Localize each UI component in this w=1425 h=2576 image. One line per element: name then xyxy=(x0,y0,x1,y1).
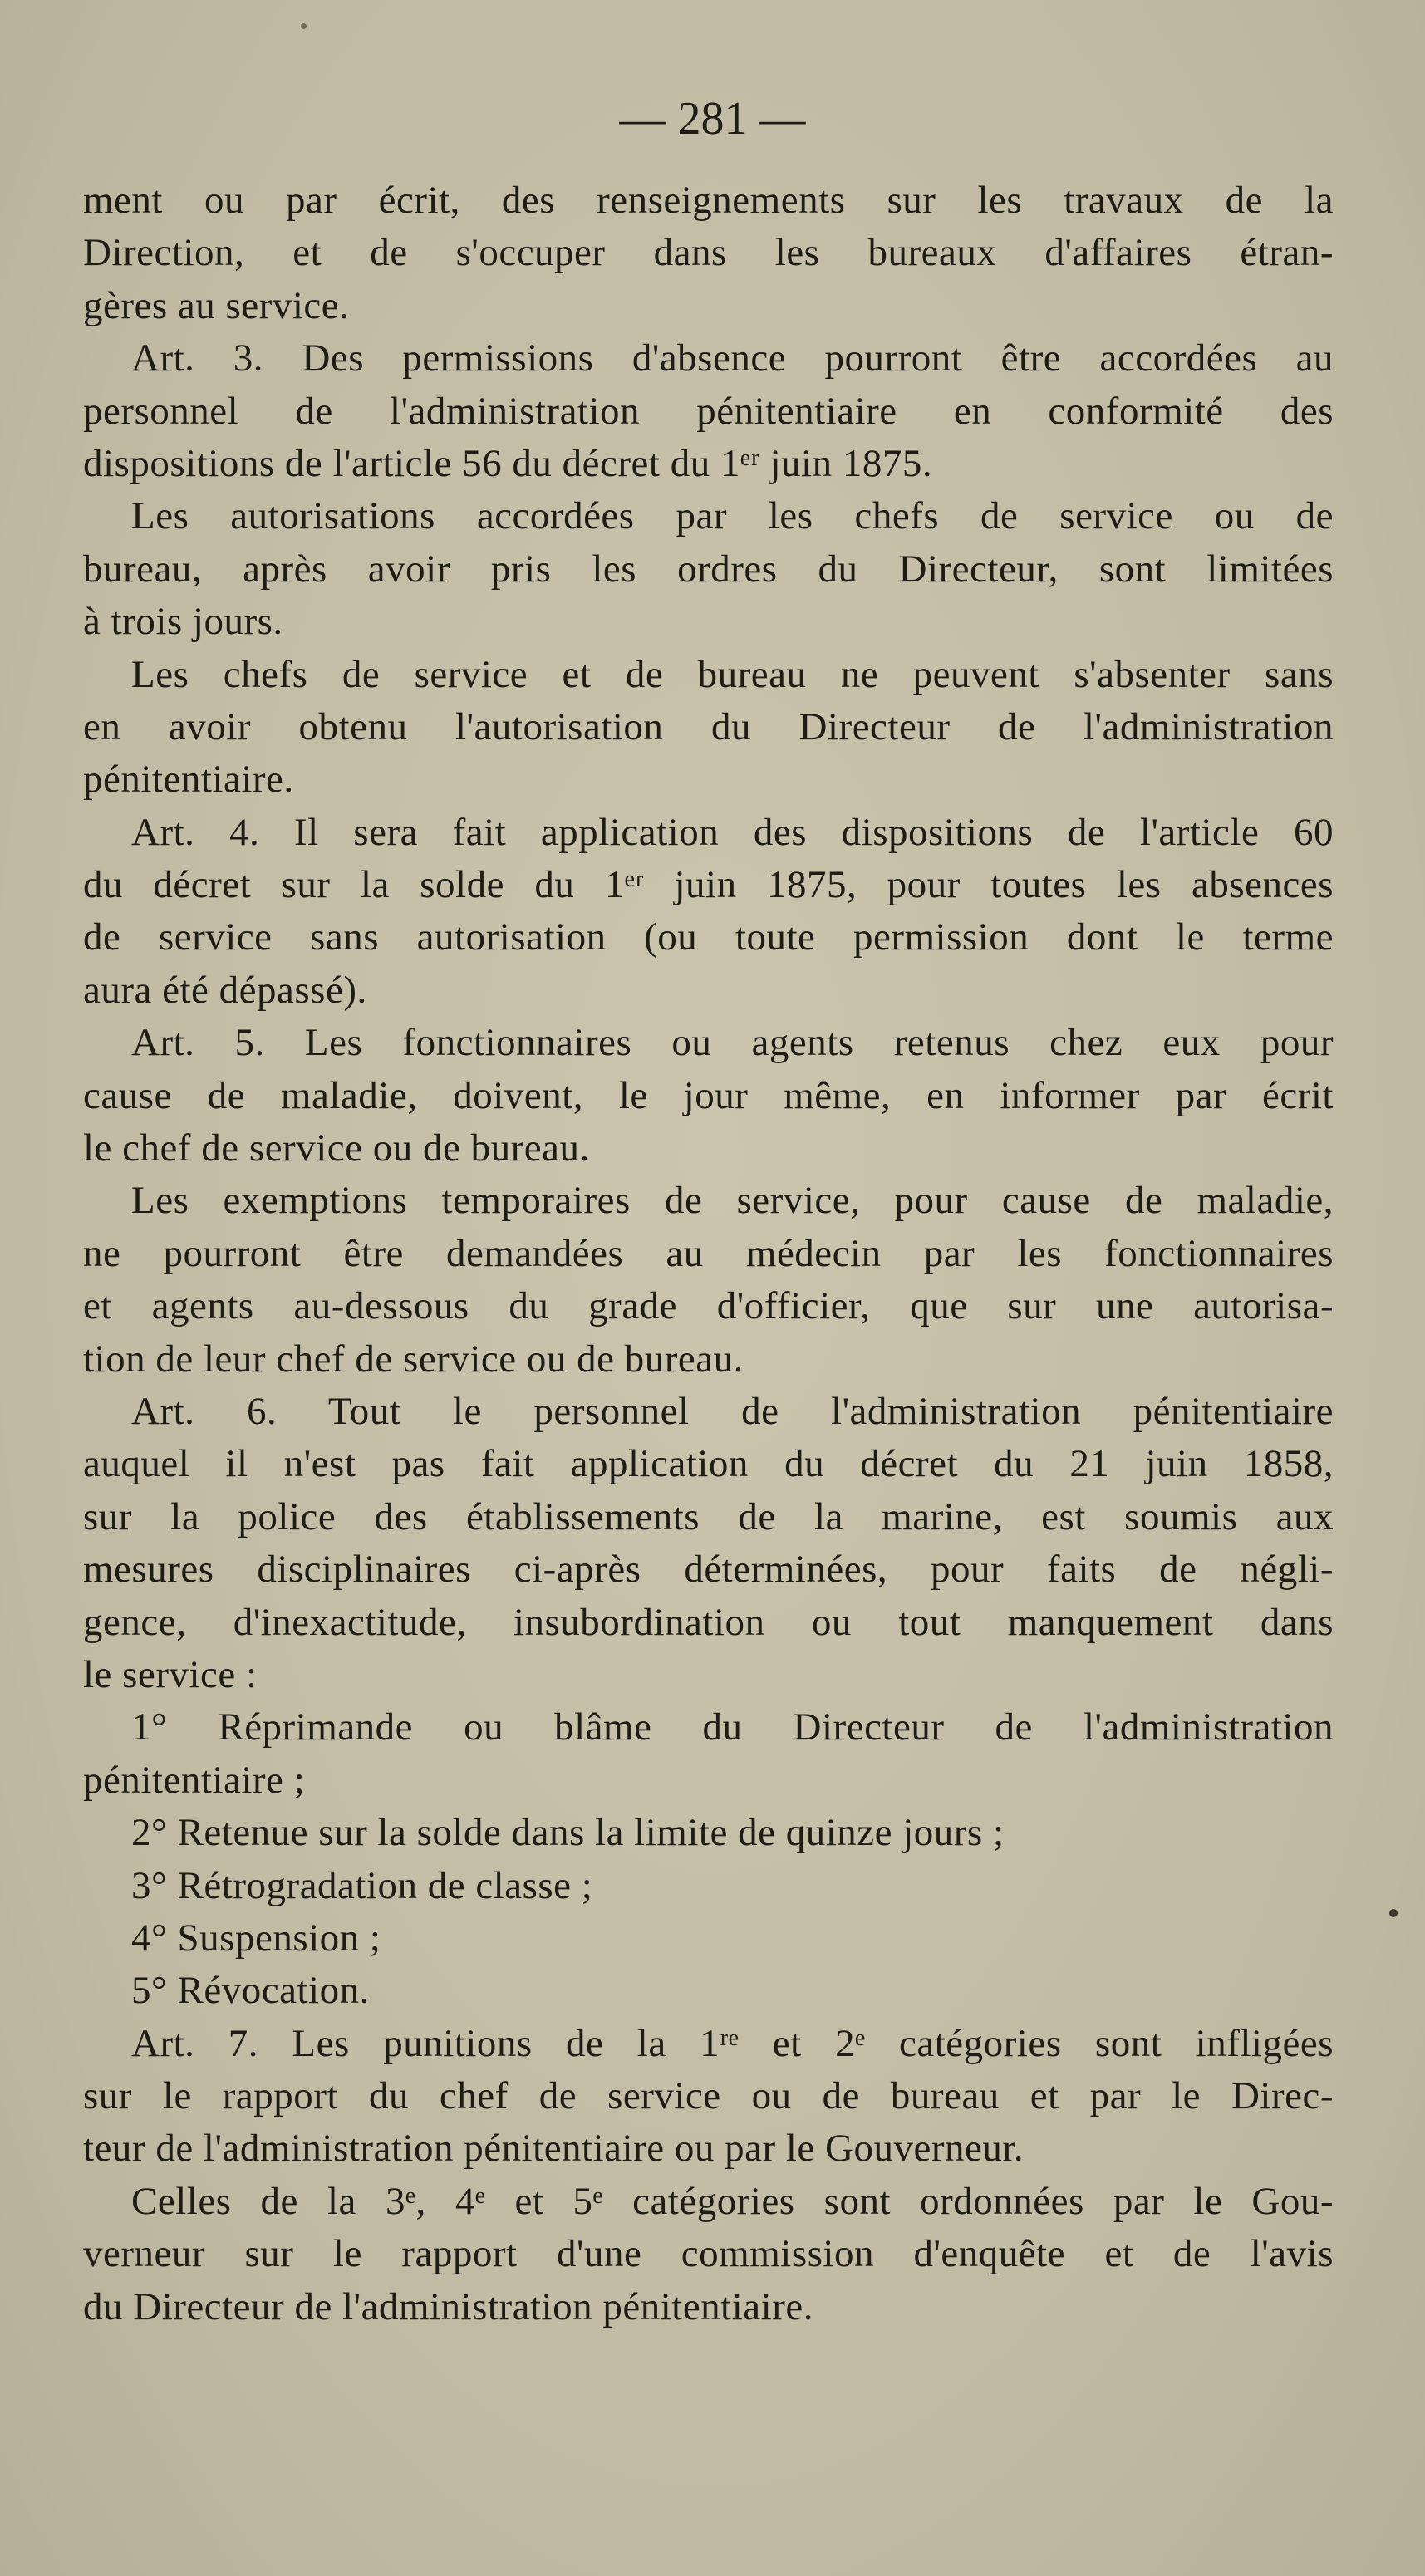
text-line: le chef de service ou de bureau. xyxy=(83,1126,590,1170)
text-line: Les autorisations accordées par les chefs de service ou de xyxy=(131,494,1334,538)
text-line: et agents au-dessous du grade d'officier, que sur une autorisa- xyxy=(83,1284,1334,1328)
text-line: pénitentiaire. xyxy=(83,758,294,802)
text-line: bureau, après avoir pris les ordres du Directeur, sont limitées xyxy=(83,547,1334,591)
page-number: — 281 — xyxy=(619,93,806,145)
text-line: ment ou par écrit, des renseignements sur les travaux de la xyxy=(83,179,1334,222)
text-line: du décret sur la solde du 1ᵉʳ juin 1875, pour toutes les absences xyxy=(83,863,1334,907)
text-line: tion de leur chef de service ou de bureau. xyxy=(83,1337,744,1381)
text-line: Art. 4. Il sera fait application des dispositions de l'article 60 xyxy=(131,810,1334,854)
text-line: pénitentiaire ; xyxy=(83,1758,306,1802)
text-line: gères au service. xyxy=(83,283,350,327)
text-line: Celles de la 3ᵉ, 4ᵉ et 5ᵉ catégories sont ordonnées par le Gou- xyxy=(131,2179,1334,2223)
text-line: gence, d'inexactitude, insubordination ou tout manquement dans xyxy=(83,1600,1334,1644)
ink-speck xyxy=(301,23,307,29)
text-line: auquel il n'est pas fait application du décret du 21 juin 1858, xyxy=(83,1442,1334,1486)
text-line: le service : xyxy=(83,1652,258,1696)
text-line: 5° Révocation. xyxy=(131,1969,370,2013)
text-line: Les chefs de service et de bureau ne peuvent s'absenter sans xyxy=(131,652,1334,696)
text-line: dispositions de l'article 56 du décret du 1ᵉʳ juin 1875. xyxy=(83,441,933,485)
text-line: 3° Rétrogradation de classe ; xyxy=(131,1863,593,1907)
text-line: 1° Réprimande ou blâme du Directeur de l'administration xyxy=(131,1705,1334,1749)
text-line: teur de l'administration pénitentiaire ou par le Gouverneur. xyxy=(83,2127,1025,2171)
text-line: cause de maladie, doivent, le jour même, en informer par écrit xyxy=(83,1073,1334,1117)
text-line: 4° Suspension ; xyxy=(131,1916,381,1960)
text-line: de service sans autorisation (ou toute permission dont le terme xyxy=(83,915,1334,959)
text-line: 2° Retenue sur la solde dans la limite de quinze jours ; xyxy=(131,1811,1005,1855)
text-line: Art. 7. Les punitions de la 1ʳᵉ et 2ᵉ catégories sont infligées xyxy=(131,2021,1334,2065)
text-line: sur le rapport du chef de service ou de bureau et par le Direc- xyxy=(83,2074,1334,2118)
text-line: Art. 5. Les fonctionnaires ou agents retenus chez eux pour xyxy=(131,1021,1334,1065)
text-line: personnel de l'administration pénitentiaire en conformité des xyxy=(83,389,1334,433)
text-line: mesures disciplinaires ci-après déterminées, pour faits de négli- xyxy=(83,1548,1334,1592)
text-line: sur la police des établissements de la marine, est soumis aux xyxy=(83,1494,1334,1538)
text-line: Les exemptions temporaires de service, pour cause de maladie, xyxy=(131,1179,1334,1223)
text-line: Art. 6. Tout le personnel de l'administration pénitentiaire xyxy=(131,1389,1334,1433)
text-line: verneur sur le rapport d'une commission d'enquête et de l'avis xyxy=(83,2232,1334,2276)
text-line: du Directeur de l'administration pénitentiaire. xyxy=(83,2284,813,2328)
text-line: à trois jours. xyxy=(83,600,283,644)
text-line: aura été dépassé). xyxy=(83,968,367,1012)
text-line: Art. 3. Des permissions d'absence pourront être accordées au xyxy=(131,336,1334,380)
text-line: Direction, et de s'occuper dans les bureaux d'affaires étran- xyxy=(83,231,1334,275)
body-text xyxy=(83,174,1334,2333)
text-line: en avoir obtenu l'autorisation du Directeur de l'administration xyxy=(83,704,1334,748)
text-line: ne pourront être demandées au médecin par les fonctionnaires xyxy=(83,1231,1334,1275)
ink-speck xyxy=(1389,1909,1398,1917)
